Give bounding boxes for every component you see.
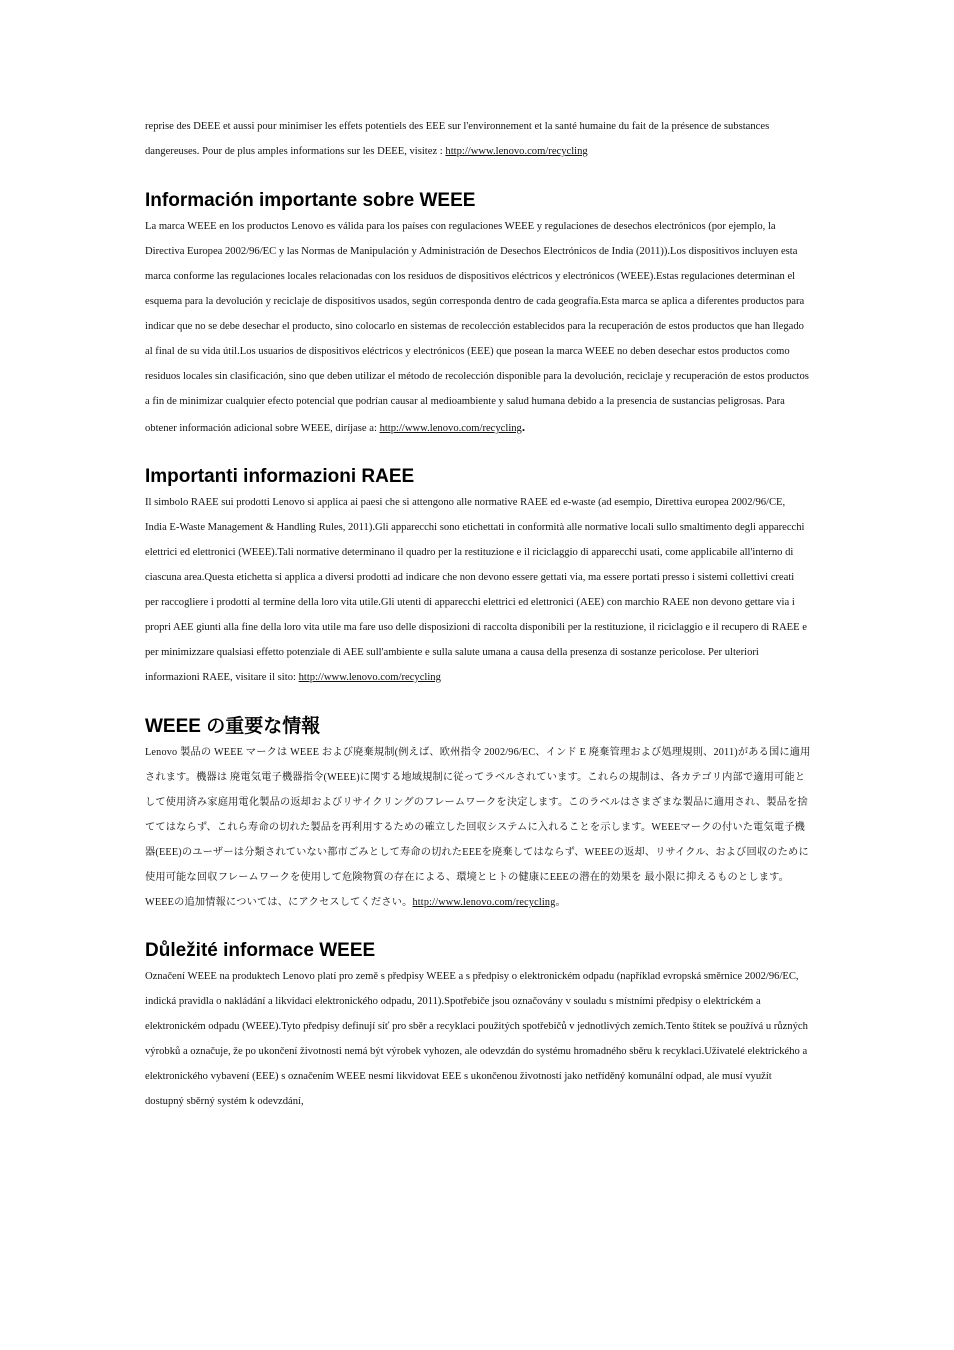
section-title-czech: Důležité informace WEEE xyxy=(145,940,376,961)
section-body-czech-text: Označení WEEE na produktech Lenovo platí pro země s předpisy WEEE a s předpisy o elektronickém odpadu (například evropská směrnice 2002/96/EC, indická pravidla o nakládání a likvidaci elektronického odpadu, 2011).Spotřebiče jsou označovány v souladu s místními předpisy o elektrickém a elektronickém odpadu (WEEE).Tyto předpisy definují síť pro sběr a recyklaci použitých spotřebičů v jednotlivých zemích.Tento štítek se používá u různých výrobků a označuje, že po ukončení životnosti nemá být výrobek vyhozen, ale odevzdán do systému hromadného sběru k recyklaci.Uživatelé elektrického a elektronického vybavení (EEE) s označením WEEE nesmí likvidovat EEE s ukončenou životností jako netříděný komunální odpad, ale musí využít dostupný sběrný systém k odevzdání, xyxy=(145,971,808,1107)
intro-paragraph xyxy=(145,114,813,164)
section-italian xyxy=(145,464,813,690)
section-italian-recycling-link[interactable]: http://www.lenovo.com/recycling xyxy=(298,672,441,683)
section-title-japanese: WEEE の重要な情報 xyxy=(145,716,321,737)
section-japanese-after: 。 xyxy=(555,897,566,908)
section-japanese-recycling-link[interactable]: http://www.lenovo.com/recycling xyxy=(412,897,556,908)
section-body-czech xyxy=(145,964,813,1114)
section-body-spanish xyxy=(145,214,811,441)
section-spanish-recycling-link[interactable]: http://www.lenovo.com/recycling xyxy=(379,423,522,434)
section-japanese xyxy=(145,714,813,915)
section-body-spanish-text: La marca WEEE en los productos Lenovo es válida para los países con regulaciones WEEE y regulaciones de desechos electrónicos (por ejemplo, la Directiva Europea 2002/96/EC y las Normas de Manipulación y Administración de Desechos Electrónicos de India (2011)).Los dispositivos incluyen esta marca conforme las regulaciones locales relacionadas con los residuos de dispositivos eléctricos y electrónicos (WEEE).Estas regulaciones determinan el esquema para la devolución y reciclaje de dispositivos usados, según corresponda dentro de cada geografía.Esta marca se aplica a diferentes productos para indicar que no se debe desechar el producto, sino colocarlo en sistemas de recolección establecidos para la recuperación de estos productos que han llegado al final de su vida útil.Los usuarios de dispositivos eléctricos y electrónicos (EEE) que posean la marca WEEE no deben desechar estos productos como residuos locales sin clasificación, sino que deben utilizar el método de recolección disponible para la devolución, reciclaje y recuperación de estos productos a fin de minimizar cualquier efecto potencial que podrían causar al medioambiente y salud humana debido a la presencia de sustancias peligrosas. Para obtener información adicional sobre WEEE, diríjase a: xyxy=(145,221,809,434)
section-body-japanese xyxy=(145,740,813,915)
section-czech xyxy=(145,938,813,1114)
section-body-japanese-text: Lenovo 製品の WEEE マークは WEEE および廃棄規制(例えば、欧州指令 2002/96/EC、インド E 廃棄管理および処理規則、2011)がある国に適用されます。機器は 廃電気電子機器指令(WEEE)に関する地域規制に従ってラベルされています。これらの規制は、各カテゴリ内部で適用可能として使用済み家庭用電化製品の返却およびリサイクリングのフレームワークを決定します。このラベルはさまざまな製品に適用され、製品を捨ててはならず、これら寿命の切れた製品を再利用するための確立した回収システムに入れることを示します。WEEEマークの付いた電気電子機器(EEE)のユーザーは分類されていない都市ごみとして寿命の切れたEEEを廃棄してはならず、WEEEの返却、リサイクル、および回収のために使用可能な回収フレームワークを使用して危険物質の存在による、環境とヒトの健康にEEEの潜在的効果を 最小限に抑えるものとします。WEEEの追加情報については、にアクセスしてください。 xyxy=(145,747,811,908)
intro-recycling-link[interactable]: http://www.lenovo.com/recycling xyxy=(445,146,588,157)
section-title-spanish: Información importante sobre WEEE xyxy=(145,190,476,211)
document-content xyxy=(145,114,813,1114)
intro-text: reprise des DEEE et aussi pour minimiser les effets potentiels des EEE sur l'environnement et la santé humaine du fait de la présence de substances dangereuses. Pour de plus amples informations sur les DEEE, visitez : xyxy=(145,121,770,157)
section-body-italian xyxy=(145,490,809,690)
section-title-italian: Importanti informazioni RAEE xyxy=(145,466,415,487)
section-spanish-after: . xyxy=(521,419,526,434)
section-body-italian-text: Il simbolo RAEE sui prodotti Lenovo si applica ai paesi che si attengono alle normative RAEE ed e-waste (ad esempio, Direttiva europea 2002/96/CE, India E-Waste Management & Handling Rules, 2011).Gli apparecchi sono etichettati in conformità alle normative locali sullo smaltimento degli apparecchi elettrici ed elettronici (WEEE).Tali normative determinano il quadro per la restituzione e il riciclaggio di apparecchi usati, come applicabile all'interno di ciascuna area.Questa etichetta si applica a diversi prodotti ad indicare che non devono essere gettati via, ma essere portati presso i sistemi collettivi creati per raccogliere i prodotti al termine della loro vita utile.Gli utenti di apparecchi elettrici ed elettronici (AEE) con marchio RAEE non devono gettare via i propri AEE giunti alla fine della loro vita utile ma fare uso delle disposizioni di raccolta disponibili per la restituzione, il riciclaggio e il recupero di RAEE e per minimizzare qualsiasi effetto potenziale di AEE sull'ambiente e sulla salute umana a causa della presenza di sostanze pericolose. Per ulteriori informazioni RAEE, visitare il sito: xyxy=(145,497,807,683)
section-spanish xyxy=(145,188,813,441)
